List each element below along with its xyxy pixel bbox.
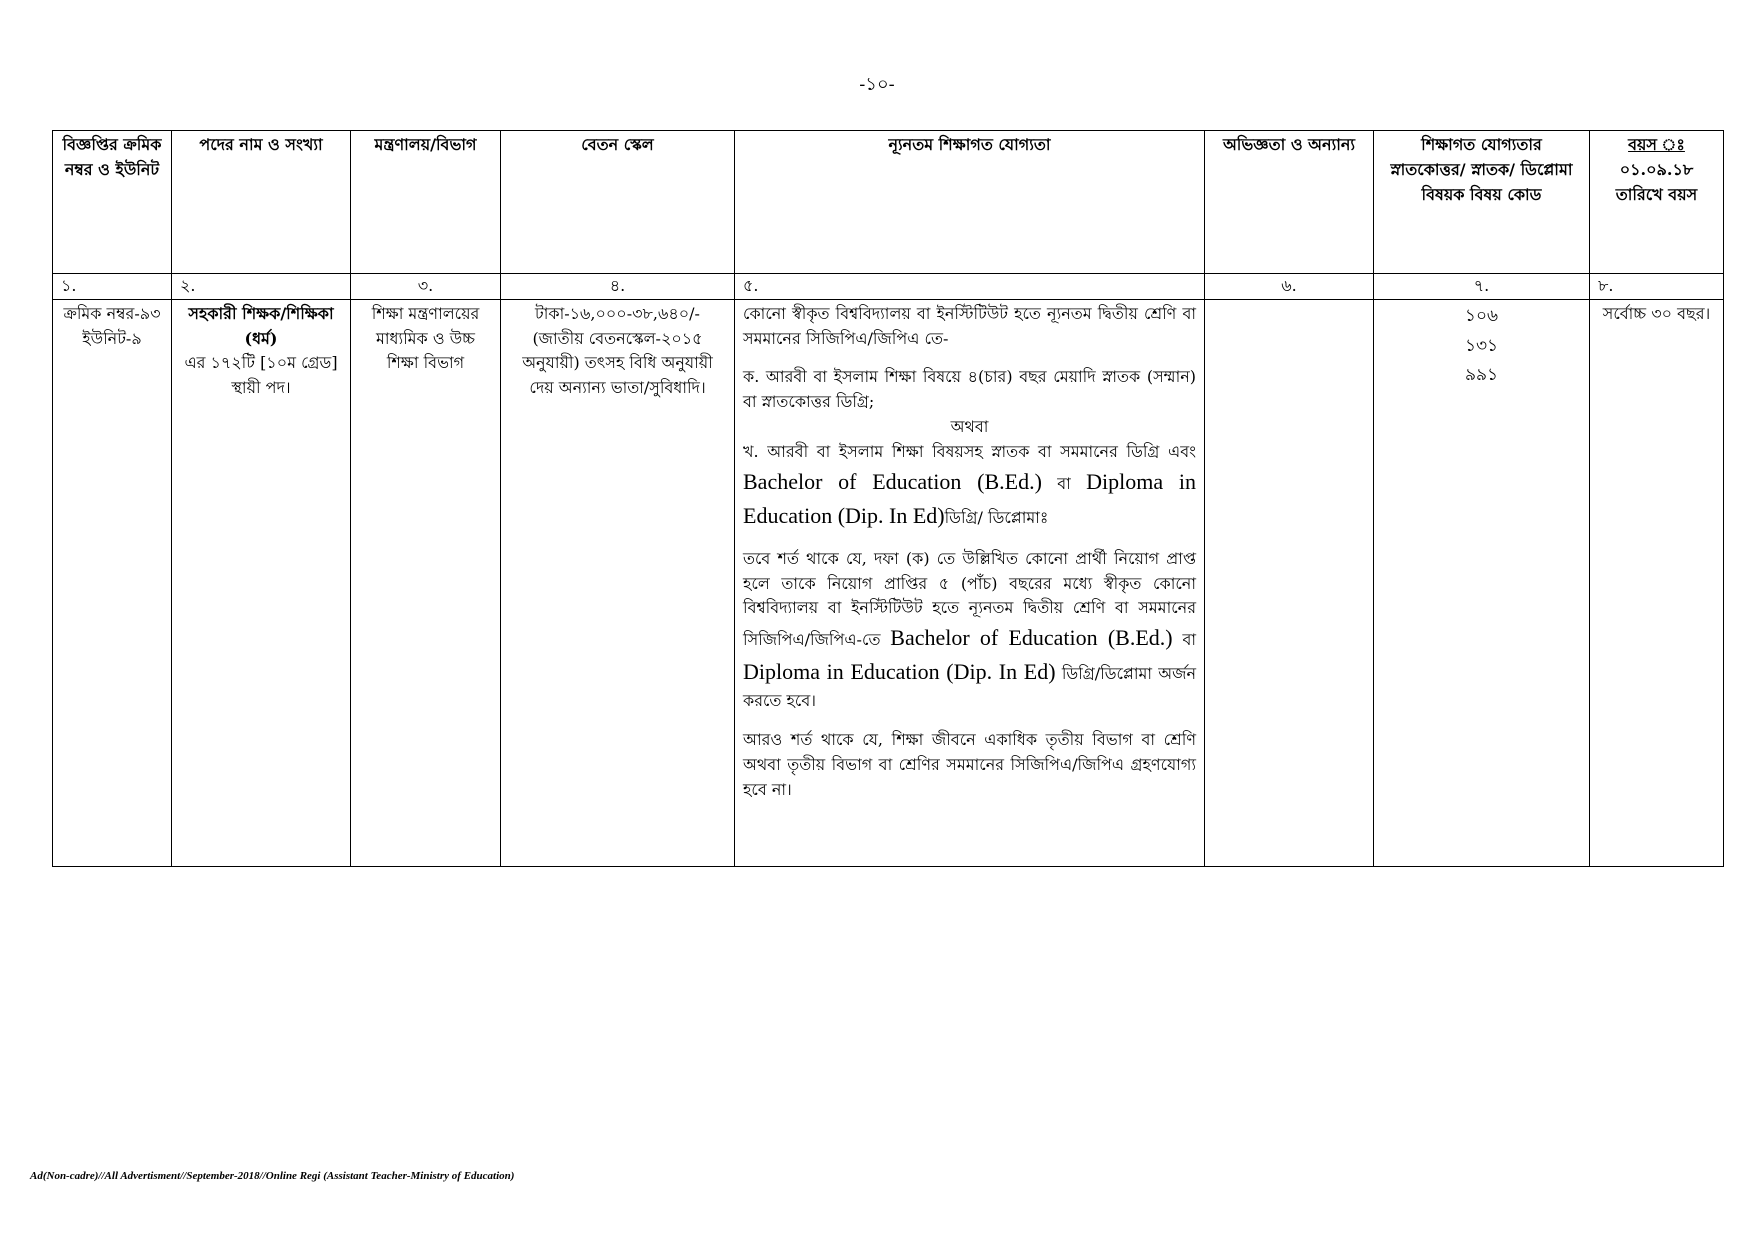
condition-1-tail: ডিগ্রি/ডিপ্লোমা অর্জন করতে হবে। [743, 664, 1196, 711]
header-qualification: ন্যূনতম শিক্ষাগত যোগ্যতা [735, 131, 1205, 274]
table-row [53, 299, 1724, 866]
subject-code: ১০৬ [1464, 305, 1499, 326]
footer-reference: Ad(Non-cadre)//All Advertisment//September-2018//Online Regi (Assistant Teacher-Ministry of Education) [30, 1170, 515, 1182]
subject-code: ৯৯১ [1464, 365, 1499, 386]
column-number: ৪. [501, 274, 735, 300]
header-age-date: ০১.০৯.১৮ তারিখে বয়স [1615, 159, 1698, 204]
recruitment-table [52, 130, 1724, 867]
max-age: সর্বোচ্চ ৩০ বছর। [1590, 299, 1724, 866]
qualification-condition-2: আরও শর্ত থাকে যে, শিক্ষা জীবনে একাধিক তৃতীয় বিভাগ বা শ্রেণি অথবা তৃতীয় বিভাগ বা শ্রেণির সমমানের সিজিপিএ/জিপিএ গ্রহণযোগ্য হবে না। [743, 730, 1196, 799]
option-kha-bed: Bachelor of Education (B.Ed.) [743, 468, 1042, 494]
page-number: -১০- [859, 74, 895, 95]
header-age [1590, 131, 1724, 274]
condition-1-diploma: Diploma in Education (Dip. In Ed) [743, 659, 1056, 685]
qualification-cell [735, 299, 1205, 866]
post-count: এর ১৭২টি [১০ম গ্রেড] স্থায়ী পদ। [184, 353, 338, 398]
column-number: ১. [53, 274, 172, 300]
column-number-row [53, 274, 1724, 300]
header-serial: বিজ্ঞপ্তির ক্রমিক নম্বর ও ইউনিট [53, 131, 172, 274]
header-ministry: মন্ত্রণালয়/বিভাগ [351, 131, 501, 274]
column-number: ৮. [1590, 274, 1724, 300]
condition-1-or: বা [1182, 630, 1196, 650]
header-row [53, 131, 1724, 274]
option-kha-or: বা [1057, 473, 1071, 493]
option-kha-tail: ডিগ্রি/ ডিপ্লোমাঃ [944, 507, 1049, 527]
column-number: ৭. [1374, 274, 1590, 300]
column-number: ৫. [735, 274, 1205, 300]
qualification-condition-1 [743, 547, 1196, 714]
qualification-intro: কোনো স্বীকৃত বিশ্ববিদ্যালয় বা ইনস্টিটিউট হতে ন্যূনতম দ্বিতীয় শ্রেণি বা সমমানের সিজিপিএ/জিপিএ তে- [743, 303, 1196, 348]
header-experience: অভিজ্ঞতা ও অন্যান্য [1205, 131, 1374, 274]
option-kha-text: খ. আরবী বা ইসলাম শিক্ষা বিষয়সহ স্নাতক বা সমমানের ডিগ্রি এবং [743, 441, 1196, 461]
column-number: ৩. [351, 274, 501, 300]
column-number: ৬. [1205, 274, 1374, 300]
header-age-label: বয়স ঃ [1628, 135, 1685, 154]
qualification-or: অথবা [950, 416, 989, 436]
condition-1-bed: Bachelor of Education (B.Ed.) [890, 625, 1173, 651]
header-pay-scale: বেতন স্কেল [501, 131, 735, 274]
qualification-option-ka: ক. আরবী বা ইসলাম শিক্ষা বিষয়ে ৪(চার) বছর মেয়াদি স্নাতক (সম্মান) বা স্নাতকোত্তর ডিগ্রি; [743, 367, 1196, 412]
header-subject-code: শিক্ষাগত যোগ্যতার স্নাতকোত্তর/ স্নাতক/ ডিপ্লোমা বিষয়ক বিষয় কোড [1374, 131, 1590, 274]
qualification-option-kha [743, 440, 1196, 533]
post-name: সহকারী শিক্ষক/শিক্ষিকা (ধর্ম) [188, 303, 334, 348]
header-post-name: পদের নাম ও সংখ্যা [172, 131, 351, 274]
condition-1-text: তবে শর্ত থাকে যে, দফা (ক) তে উল্লিখিত কোনো প্রার্থী নিয়োগ প্রাপ্ত হলে তাকে নিয়োগ প্রাপ্তির ৫ (পাঁচ) বছরের মধ্যে স্বীকৃত কোনো বিশ্ববিদ্যালয় বা ইনস্টিটিউট হতে ন্যূনতম দ্বিতীয় শ্রেণি বা সমমানের সিজিপিএ/জিপিএ-তে [743, 548, 1196, 650]
subject-codes [1374, 299, 1590, 866]
option-kha-diploma: Diploma in Education (Dip. In Ed) [743, 468, 1196, 528]
subject-code: ১৩১ [1464, 335, 1499, 356]
column-number: ২. [172, 274, 351, 300]
serial-unit: ক্রমিক নম্বর-৯৩ ইউনিট-৯ [53, 299, 172, 866]
ministry: শিক্ষা মন্ত্রণালয়ের মাধ্যমিক ও উচ্চ শিক্ষা বিভাগ [351, 299, 501, 866]
experience [1205, 299, 1374, 866]
pay-scale: টাকা-১৬,০০০-৩৮,৬৪০/- (জাতীয় বেতনস্কেল-২০১৫ অনুযায়ী) তৎসহ বিধি অনুযায়ী দেয় অন্যান্য ভাতা/সুবিধাদি। [501, 299, 735, 866]
post-cell [172, 299, 351, 866]
